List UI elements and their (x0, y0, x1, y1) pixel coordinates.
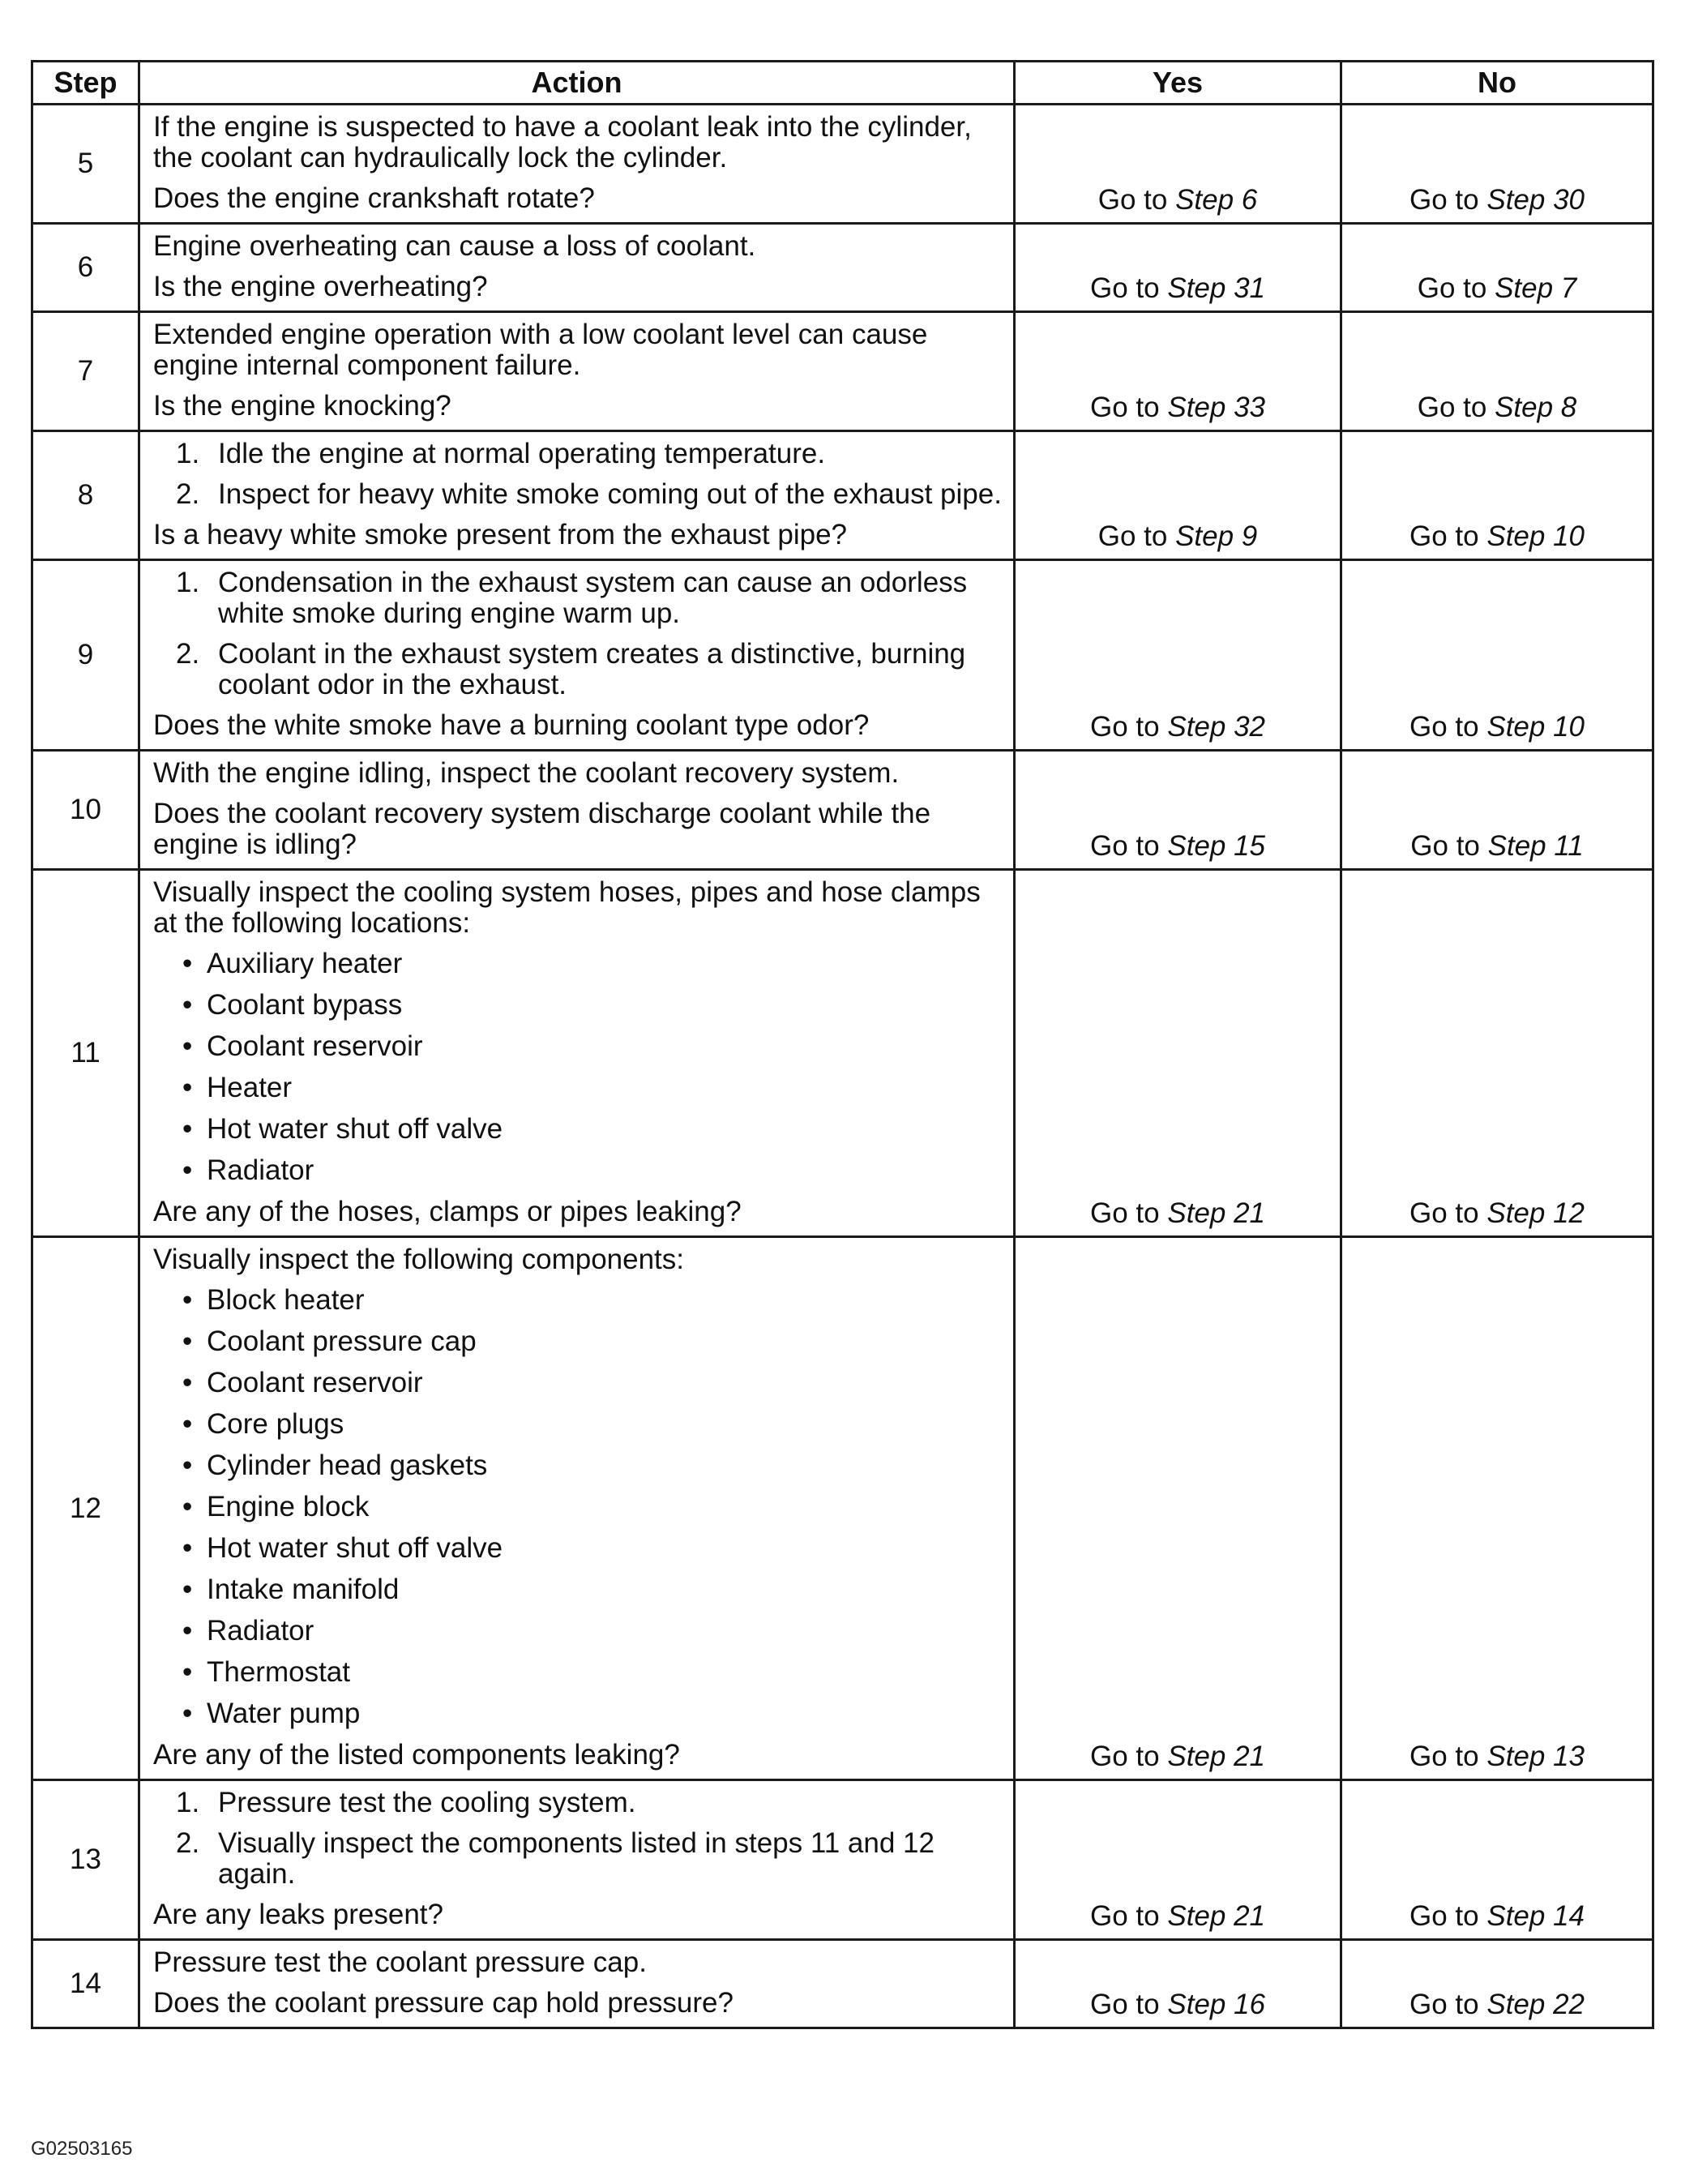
numbered-item (153, 439, 1002, 469)
bullet-item: • Coolant reservoir (153, 1368, 1002, 1398)
yes-cell (1015, 431, 1341, 560)
goto-prefix: Go to (1409, 1741, 1479, 1772)
step-number: 11 (32, 870, 139, 1237)
goto-prefix: Go to (1090, 830, 1160, 862)
goto-prefix: Go to (1090, 272, 1160, 304)
bullet-item: • Cylinder head gaskets (153, 1450, 1002, 1481)
bullet-item: • Block heater (153, 1285, 1002, 1316)
numbered-list (153, 439, 1002, 510)
table-row (32, 870, 1653, 1237)
action-question: Are any of the listed components leaking? (153, 1739, 680, 1771)
numbered-item (153, 567, 1002, 629)
item-number: 1. (176, 567, 200, 598)
action-question: Does the coolant pressure cap hold pressure? (153, 1987, 734, 2019)
item-text: Condensation in the exhaust system can cause an odorless white smoke during engine warm up. (218, 567, 968, 629)
goto-prefix: Go to (1409, 1900, 1479, 1932)
action-question: Is the engine overheating? (153, 271, 488, 302)
numbered-item (153, 479, 1002, 510)
goto-step-link: Step 14 (1486, 1900, 1585, 1932)
action-question: Does the engine crankshaft rotate? (153, 182, 595, 214)
goto-step-link: Step 22 (1486, 1989, 1585, 2020)
goto-prefix: Go to (1090, 711, 1160, 743)
action-text: Pressure test the coolant pressure cap. (153, 1946, 647, 1978)
action-cell (139, 1237, 1015, 1780)
yes-cell (1015, 224, 1341, 312)
goto-step-link: Step 6 (1175, 184, 1258, 216)
goto-prefix: Go to (1409, 711, 1479, 743)
action-text: Visually inspect the following components: (153, 1244, 685, 1275)
no-cell (1341, 105, 1653, 224)
item-text: Pressure test the cooling system. (218, 1787, 636, 1818)
no-cell (1341, 1237, 1653, 1780)
goto-prefix: Go to (1090, 1900, 1160, 1932)
no-cell (1341, 870, 1653, 1237)
action-cell (139, 431, 1015, 560)
no-cell (1341, 751, 1653, 870)
item-number: 2. (176, 478, 200, 510)
bullet-item: • Coolant bypass (153, 990, 1002, 1021)
item-text: Idle the engine at normal operating temperature. (218, 438, 826, 469)
bullet-item: • Hot water shut off valve (153, 1114, 1002, 1145)
table-row (32, 224, 1653, 312)
goto-step-link: Step 10 (1486, 711, 1585, 743)
table-header-row (32, 62, 1653, 105)
action-text: If the engine is suspected to have a coolant leak into the cylinder, the coolant can hydraulically lock the cylinder. (153, 111, 972, 173)
yes-cell (1015, 105, 1341, 224)
numbered-list (153, 567, 1002, 700)
no-cell (1341, 431, 1653, 560)
goto-step-link: Step 15 (1167, 830, 1265, 862)
goto-step-link: Step 32 (1167, 711, 1265, 743)
table-row (32, 1237, 1653, 1780)
goto-step-link: Step 9 (1175, 520, 1258, 552)
bullet-item: • Thermostat (153, 1657, 1002, 1688)
action-question: Does the coolant recovery system discharge coolant while the engine is idling? (153, 798, 931, 860)
bullet-item: • Coolant reservoir (153, 1031, 1002, 1062)
bullet-item: • Radiator (153, 1155, 1002, 1186)
table-row (32, 431, 1653, 560)
table-row (32, 560, 1653, 751)
step-number: 7 (32, 312, 139, 431)
action-cell (139, 312, 1015, 431)
goto-prefix: Go to (1090, 392, 1160, 423)
yes-cell (1015, 560, 1341, 751)
action-text: Engine overheating can cause a loss of coolant. (153, 230, 756, 262)
goto-step-link: Step 33 (1167, 392, 1265, 423)
item-number: 2. (176, 1827, 200, 1859)
bullet-list (153, 1285, 1002, 1729)
numbered-item (153, 1828, 1002, 1890)
bullet-item: • Hot water shut off valve (153, 1533, 1002, 1564)
goto-prefix: Go to (1097, 520, 1168, 552)
action-question: Is a heavy white smoke present from the exhaust pipe? (153, 519, 848, 550)
yes-cell (1015, 1940, 1341, 2028)
step-number: 14 (32, 1940, 139, 2028)
bullet-item: • Heater (153, 1073, 1002, 1103)
goto-prefix: Go to (1417, 392, 1487, 423)
no-cell (1341, 560, 1653, 751)
yes-cell (1015, 870, 1341, 1237)
yes-cell (1015, 312, 1341, 431)
action-question: Is the engine knocking? (153, 390, 451, 422)
item-text: Visually inspect the components listed in steps 11 and 12 again. (218, 1827, 935, 1890)
header-yes: Yes (1015, 62, 1341, 105)
no-cell (1341, 312, 1653, 431)
action-text: With the engine idling, inspect the coolant recovery system. (153, 757, 900, 789)
header-action: Action (139, 62, 1015, 105)
numbered-list (153, 1788, 1002, 1890)
action-text: Extended engine operation with a low coolant level can cause engine internal component failure. (153, 319, 928, 381)
yes-cell (1015, 1237, 1341, 1780)
action-question: Are any leaks present? (153, 1899, 443, 1930)
numbered-item (153, 1788, 1002, 1818)
bullet-item: • Coolant pressure cap (153, 1326, 1002, 1357)
bullet-item: • Core plugs (153, 1409, 1002, 1440)
step-number: 5 (32, 105, 139, 224)
goto-step-link: Step 31 (1167, 272, 1265, 304)
action-cell (139, 224, 1015, 312)
goto-step-link: Step 21 (1167, 1197, 1265, 1229)
action-cell (139, 560, 1015, 751)
goto-step-link: Step 13 (1486, 1741, 1585, 1772)
step-number: 12 (32, 1237, 139, 1780)
goto-step-link: Step 11 (1487, 830, 1584, 862)
goto-prefix: Go to (1090, 1741, 1160, 1772)
goto-prefix: Go to (1409, 1197, 1479, 1229)
goto-step-link: Step 12 (1486, 1197, 1585, 1229)
table-row (32, 1780, 1653, 1940)
no-cell (1341, 1940, 1653, 2028)
diagnostic-table (31, 60, 1654, 2029)
step-number: 13 (32, 1780, 139, 1940)
table-body (32, 105, 1653, 2028)
goto-prefix: Go to (1409, 1989, 1479, 2020)
step-number: 8 (32, 431, 139, 560)
bullet-item: • Water pump (153, 1698, 1002, 1729)
action-cell (139, 1780, 1015, 1940)
step-number: 6 (32, 224, 139, 312)
action-cell (139, 105, 1015, 224)
goto-prefix: Go to (1409, 520, 1479, 552)
goto-prefix: Go to (1097, 184, 1168, 216)
no-cell (1341, 224, 1653, 312)
table-row (32, 751, 1653, 870)
bullet-item: • Radiator (153, 1616, 1002, 1647)
yes-cell (1015, 1780, 1341, 1940)
item-number: 2. (176, 638, 200, 670)
bullet-list (153, 949, 1002, 1186)
goto-step-link: Step 16 (1167, 1989, 1265, 2020)
goto-step-link: Step 30 (1486, 184, 1585, 216)
goto-prefix: Go to (1090, 1989, 1160, 2020)
goto-prefix: Go to (1410, 830, 1480, 862)
numbered-item (153, 639, 1002, 700)
yes-cell (1015, 751, 1341, 870)
action-cell (139, 1940, 1015, 2028)
goto-step-link: Step 21 (1167, 1741, 1265, 1772)
goto-step-link: Step 7 (1495, 272, 1577, 304)
step-number: 9 (32, 560, 139, 751)
table-row (32, 1940, 1653, 2028)
action-cell (139, 870, 1015, 1237)
figure-id: G02503165 (31, 2138, 133, 2160)
table-row (32, 312, 1653, 431)
goto-prefix: Go to (1409, 184, 1479, 216)
header-step: Step (32, 62, 139, 105)
item-text: Inspect for heavy white smoke coming out of the exhaust pipe. (218, 478, 1002, 510)
action-text: Visually inspect the cooling system hoses, pipes and hose clamps at the following locations: (153, 876, 981, 939)
action-question: Does the white smoke have a burning coolant type odor? (153, 709, 870, 741)
step-number: 10 (32, 751, 139, 870)
bullet-item: • Auxiliary heater (153, 949, 1002, 979)
goto-step-link: Step 8 (1495, 392, 1577, 423)
action-cell (139, 751, 1015, 870)
bullet-item: • Engine block (153, 1492, 1002, 1522)
bullet-item: • Intake manifold (153, 1574, 1002, 1605)
no-cell (1341, 1780, 1653, 1940)
item-number: 1. (176, 1787, 200, 1818)
header-no: No (1341, 62, 1653, 105)
goto-step-link: Step 21 (1167, 1900, 1265, 1932)
goto-prefix: Go to (1090, 1197, 1160, 1229)
goto-step-link: Step 10 (1486, 520, 1585, 552)
action-question: Are any of the hoses, clamps or pipes leaking? (153, 1196, 742, 1227)
goto-prefix: Go to (1417, 272, 1487, 304)
item-text: Coolant in the exhaust system creates a distinctive, burning coolant odor in the exhaust. (218, 638, 966, 700)
table-row (32, 105, 1653, 224)
item-number: 1. (176, 438, 200, 469)
